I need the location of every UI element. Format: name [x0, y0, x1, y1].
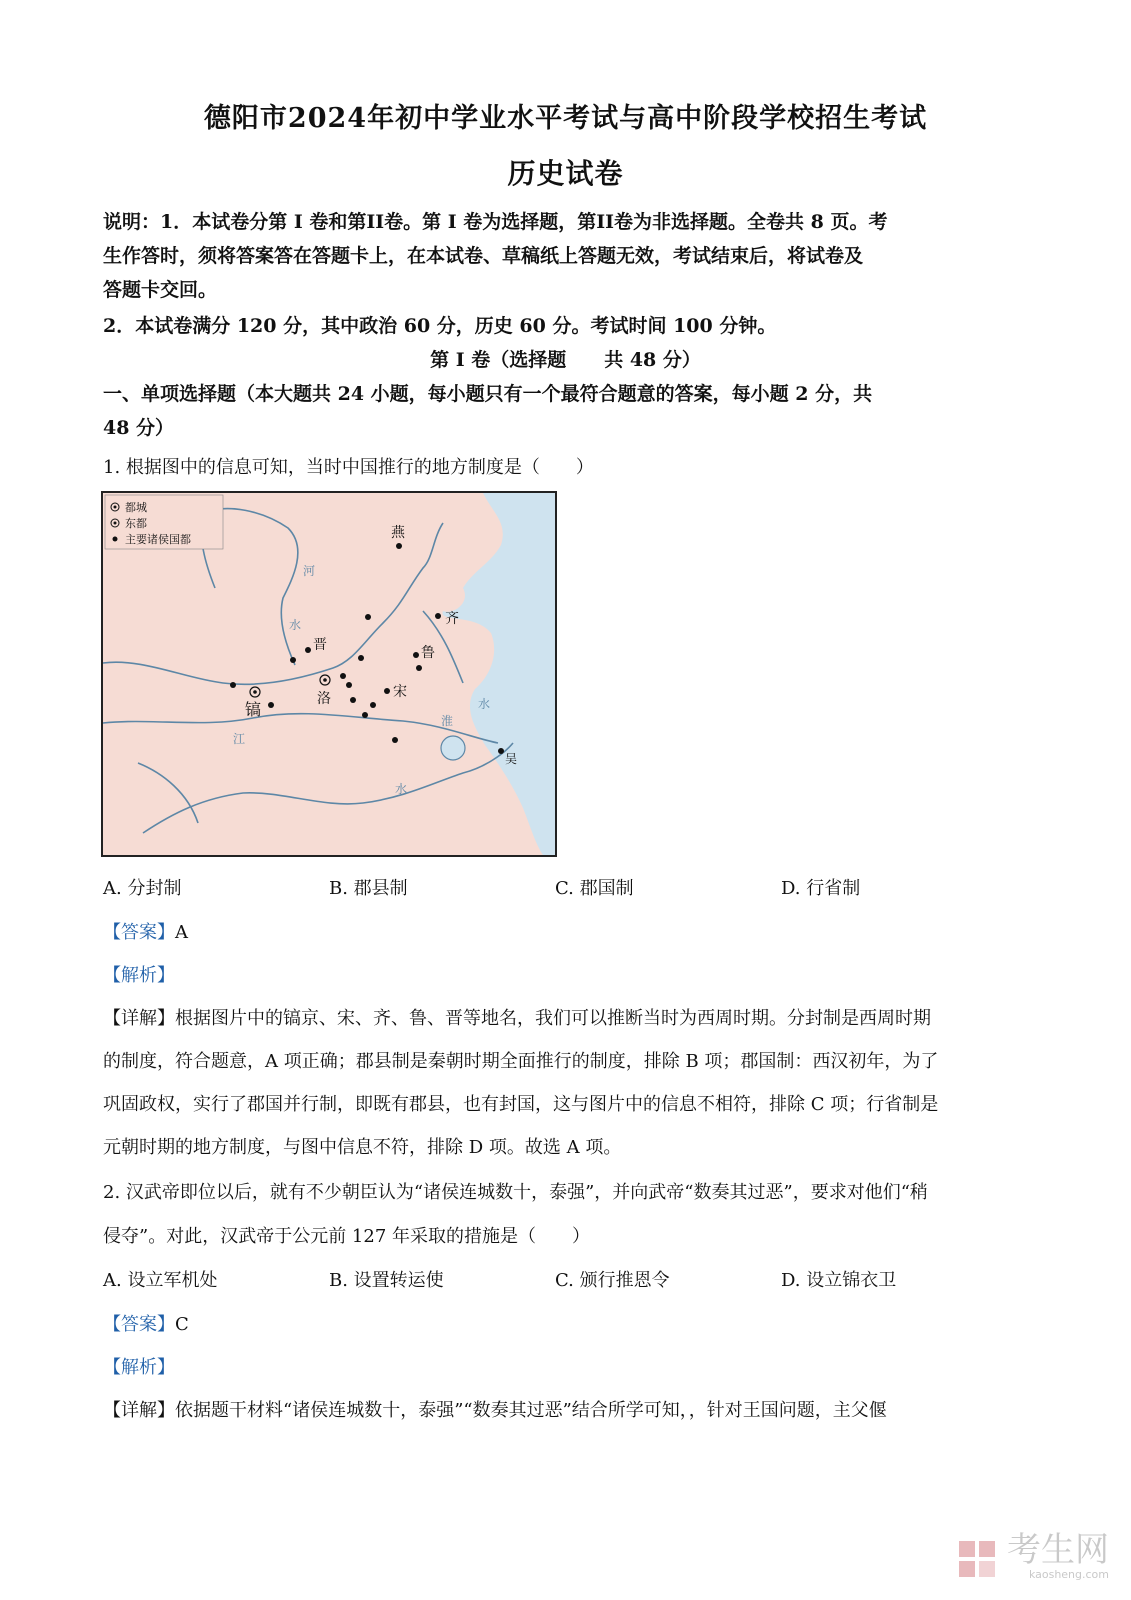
detail-text: 依据题干材料“诸侯连城数十，泰强”“数奏其过恶”结合所学可知，，针对王国问题，主父偃: [175, 1400, 887, 1421]
city-dot: [290, 657, 296, 663]
place-label: 宋: [393, 684, 407, 700]
legend-east-capital: 东都: [125, 517, 147, 530]
option-c: C. 郡国制: [555, 878, 634, 899]
capital-marker-hao-center: [253, 690, 257, 694]
city-dot: [416, 665, 422, 671]
option-c: C. 颁行推恩令: [555, 1270, 670, 1291]
city-dot: [305, 647, 311, 653]
part-heading: 一、单项选择题（本大题共 24 小题，每小题只有一个最符合题意的答案，每小题 2 分，共: [103, 383, 873, 405]
option-b: B. 郡县制: [329, 878, 408, 899]
river-label: 淮: [441, 714, 454, 728]
answer-tag: 【答案】: [103, 922, 175, 943]
answer-value: A: [175, 922, 188, 943]
city-dot: [362, 712, 368, 718]
detail-line: 的制度，符合题意，A 项正确；郡县制是秦朝时期全面推行的制度，排除 B 项；郡国制：西汉初年，为了: [103, 1051, 939, 1072]
question-stem: 1. 根据图中的信息可知，当时中国推行的地方制度是（ ）: [103, 457, 594, 478]
legend-vassal-capital: 主要诸侯国都: [125, 533, 191, 546]
place-label: 齐: [445, 611, 459, 627]
river-label: 水: [289, 618, 302, 632]
question-stem: 2. 汉武帝即位以后，就有不少朝臣认为“诸侯连城数十，泰强”，并向武帝“数奏其过恶”，要求对他们“稍: [103, 1182, 928, 1203]
instruction-line: 2．本试卷满分 120 分，其中政治 60 分，历史 60 分。考试时间 100 分钟。: [103, 315, 777, 337]
question-stem: 侵夺”。对此，汉武帝于公元前 127 年采取的措施是（ ）: [103, 1226, 590, 1247]
city-dot: [230, 682, 236, 688]
city-dot: [365, 614, 371, 620]
place-label: 镐: [245, 700, 262, 719]
instruction-line: 生作答时，须将答案答在答题卡上，在本试卷、草稿纸上答题无效，考试结束后，将试卷及: [103, 245, 864, 267]
option-a: A. 设立军机处: [103, 1270, 218, 1291]
river-label: 河: [303, 564, 316, 578]
place-label: 燕: [391, 525, 405, 541]
watermark-logo-icon: [957, 1539, 999, 1581]
capital-symbol-dot: [114, 506, 117, 509]
taihu-lake: [441, 736, 465, 760]
city-dot: [392, 737, 398, 743]
city-dot: [435, 613, 441, 619]
city-dot: [358, 655, 364, 661]
answer-line: [103, 918, 188, 944]
instruction-line: 答题卡交回。: [103, 279, 218, 301]
detail-line: 巩固政权，实行了郡国并行制，即既有郡县，也有封国，这与图片中的信息不相符，排除 C 项；行省制是: [103, 1094, 939, 1115]
river-label: 水: [395, 782, 408, 796]
map-legend: [105, 495, 223, 549]
river-label: 水: [478, 697, 491, 711]
exam-subtitle: 历史试卷: [507, 157, 624, 190]
detail-line: 元朝时期的地方制度，与图中信息不符，排除 D 项。故选 A 项。: [103, 1137, 622, 1158]
answer-tag: 【答案】: [103, 1314, 175, 1335]
city-dot: [384, 688, 390, 694]
answer-value: C: [175, 1314, 189, 1335]
analysis-tag: 【解析】: [103, 1357, 175, 1378]
city-dot: [370, 702, 376, 708]
watermark-url: kaosheng.com: [1028, 1568, 1109, 1581]
detail-line: [103, 1004, 931, 1030]
city-dot: [350, 697, 356, 703]
city-dot: [346, 682, 352, 688]
place-label: 晋: [313, 637, 327, 653]
east-capital-symbol-dot: [114, 522, 117, 525]
option-a: A. 分封制: [103, 878, 182, 899]
river-label: 江: [233, 732, 246, 746]
legend-capital: 都城: [125, 501, 147, 514]
section-heading: 第 I 卷（选择题 共 48 分）: [430, 349, 701, 371]
capital-marker-luo-center: [323, 678, 327, 682]
city-dot: [413, 652, 419, 658]
city-dot: [498, 748, 504, 754]
answer-line: [103, 1310, 189, 1336]
analysis-tag: 【解析】: [103, 965, 175, 986]
city-dot: [340, 673, 346, 679]
instruction-line: 说明：1．本试卷分第 I 卷和第II卷。第 I 卷为选择题，第II卷为非选择题。全卷共 8 页。考: [103, 211, 888, 233]
detail-text: 根据图片中的镐京、宋、齐、鲁、晋等地名，我们可以推断当时为西周时期。分封制是西周时期: [175, 1008, 931, 1029]
detail-line: [103, 1396, 887, 1422]
place-label: 洛: [317, 691, 331, 707]
western-zhou-map: [101, 491, 557, 857]
option-b: B. 设置转运使: [329, 1270, 444, 1291]
place-label: 吴: [505, 752, 518, 766]
place-label: 鲁: [421, 645, 435, 661]
site-watermark: [957, 1532, 1109, 1581]
city-dot: [268, 702, 274, 708]
map-figure: [103, 493, 555, 855]
vassal-capital-symbol-icon: [113, 537, 118, 542]
part-heading: 48 分）: [103, 417, 175, 439]
option-d: D. 行省制: [781, 878, 861, 899]
watermark-name: 考生网: [1007, 1530, 1109, 1570]
detail-tag: 【详解】: [103, 1400, 175, 1421]
watermark-text-block: [1007, 1532, 1109, 1581]
option-d: D. 设立锦衣卫: [781, 1270, 897, 1291]
city-dot: [396, 543, 402, 549]
exam-title: 德阳市2024年初中学业水平考试与高中阶段学校招生考试: [203, 103, 928, 134]
detail-tag: 【详解】: [103, 1008, 175, 1029]
